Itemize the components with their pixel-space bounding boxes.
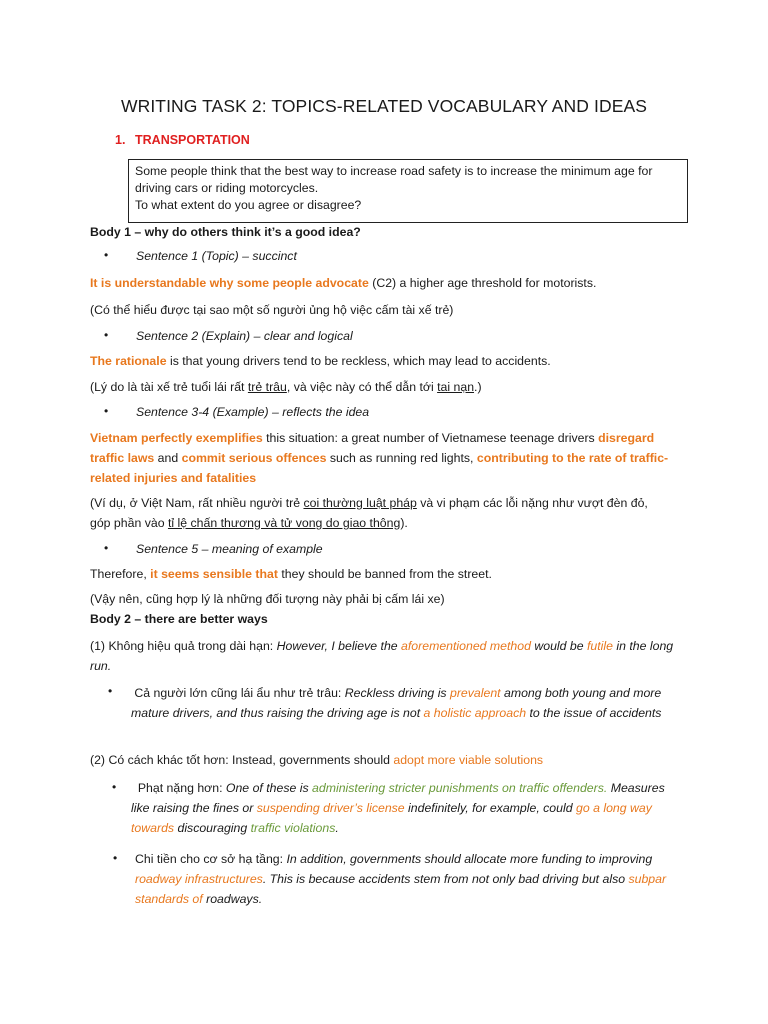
highlight-phrase: futile xyxy=(587,639,613,653)
sentence-label: Sentence 1 (Topic) – succinct xyxy=(136,249,297,263)
point-lead: Phạt nặng hơn: xyxy=(137,781,226,795)
sentence-label: Sentence 3-4 (Example) – reflects the idea xyxy=(136,405,370,419)
sentence-3-translation-cont xyxy=(90,513,680,533)
text: góp phần vào xyxy=(90,516,168,530)
point-text: among both young and more mature drivers, and thus raising the driving age is not xyxy=(131,686,662,720)
sentence-3 xyxy=(90,428,675,488)
point-text: . This is because accidents stem from not only bad driving but also xyxy=(262,872,629,886)
sentence-2-translation xyxy=(90,377,680,397)
body1-heading: Body 1 – why do others think it’s a good idea? xyxy=(90,225,361,239)
point-text: However, I believe the xyxy=(276,639,402,653)
sentence-3-translation xyxy=(90,493,680,513)
point-text: In addition, governments should allocate more funding to improving xyxy=(283,852,653,866)
point-2-detail-2 xyxy=(135,849,683,909)
highlight-phrase: traffic violations xyxy=(250,821,336,835)
section-heading xyxy=(115,133,250,147)
sentence-text: they should be banned from the street. xyxy=(277,567,492,581)
point-text: One of these is xyxy=(225,781,313,795)
highlight-phrase: go a long way towards xyxy=(131,801,652,835)
section-label: TRANSPORTATION xyxy=(135,133,250,147)
sentence-text: is that young drivers tend to be reckless, which may lead to accidents. xyxy=(166,354,551,368)
bullet-icon: • xyxy=(104,541,109,555)
bullet-icon: • xyxy=(104,248,109,262)
point-text: in the long run. xyxy=(90,639,674,673)
sentence-text: and xyxy=(154,451,182,465)
section-number: 1. xyxy=(115,133,126,147)
highlight-phrase: a holistic approach xyxy=(423,706,527,720)
point-text: Reckless driving is xyxy=(344,686,450,700)
text: .) xyxy=(474,380,482,394)
text: (Ví dụ, ở Việt Nam, rất nhiều người trẻ xyxy=(90,496,304,510)
highlight-phrase: contributing to the rate of traffic-related injuries and fatalities xyxy=(90,451,669,485)
point-lead: (1) Không hiệu quả trong dài hạn: xyxy=(90,639,277,653)
highlight-phrase: aforementioned method xyxy=(401,639,531,653)
sentence-text: Therefore, xyxy=(90,567,151,581)
point-2 xyxy=(90,750,680,770)
bullet-icon: • xyxy=(108,684,113,698)
text: , và việc này có thể dẫn tới xyxy=(286,380,438,394)
sentence-5-translation: (Vậy nên, cũng hợp lý là những đối tượng này phải bị cấm lái xe) xyxy=(90,592,445,606)
sentence-label: Sentence 2 (Explain) – clear and logical xyxy=(136,329,353,343)
point-lead: Cả người lớn cũng lái ẩu như trẻ trâu: xyxy=(134,686,345,700)
point-text: roadways. xyxy=(202,892,263,906)
sentence-1 xyxy=(90,273,680,293)
point-text: Instead, governments should xyxy=(232,753,394,767)
point-lead: Chi tiền cho cơ sở hạ tầng: xyxy=(135,852,284,866)
highlight-phrase: adopt more viable solutions xyxy=(393,753,544,767)
point-text: discouraging xyxy=(174,821,251,835)
point-2-detail-1 xyxy=(131,778,679,838)
highlight-phrase: Vietnam perfectly exemplifies xyxy=(90,431,263,445)
text: ). xyxy=(400,516,408,530)
point-text: Measures like raising the fines or xyxy=(131,781,665,815)
underlined-text: coi thường luật pháp xyxy=(303,496,417,510)
text: (Lý do là tài xế trẻ tuổi lái rất xyxy=(90,380,248,394)
sentence-text: (C2) a higher age threshold for motorists. xyxy=(368,276,597,290)
highlight-phrase: administering stricter punishments on traffic offenders. xyxy=(312,781,608,795)
point-text: would be xyxy=(530,639,587,653)
point-1 xyxy=(90,636,675,676)
sentence-label: Sentence 5 – meaning of example xyxy=(136,542,323,556)
point-text: to the issue of accidents xyxy=(526,706,662,720)
page-title: WRITING TASK 2: TOPICS-RELATED VOCABULARY AND IDEAS xyxy=(120,96,648,116)
highlight-phrase: suspending driver’s license xyxy=(256,801,405,815)
highlight-phrase: It is understandable why some people advocate xyxy=(90,276,369,290)
highlight-phrase: it seems sensible that xyxy=(150,567,278,581)
bullet-icon: • xyxy=(104,404,109,418)
highlight-phrase: roadway infrastructures xyxy=(135,872,263,886)
point-lead: (2) Có cách khác tốt hơn: xyxy=(90,753,233,767)
highlight-phrase: subpar standards of xyxy=(135,872,667,906)
bullet-icon: • xyxy=(112,780,117,794)
sentence-text: this situation: a great number of Vietnamese teenage drivers xyxy=(262,431,599,445)
point-text: indefinitely, for example, could xyxy=(404,801,576,815)
sentence-5 xyxy=(90,564,680,584)
point-text: . xyxy=(335,821,339,835)
bullet-icon: • xyxy=(104,328,109,342)
underlined-text: tai nạn xyxy=(437,380,475,394)
prompt-line: To what extent do you agree or disagree? xyxy=(135,198,362,212)
underlined-text: trẻ trâu xyxy=(247,380,287,394)
underlined-text: tỉ lệ chấn thương và tử vong do giao thông xyxy=(167,516,401,530)
essay-prompt-box xyxy=(128,159,688,223)
sentence-1-translation: (Có thể hiểu được tại sao một số người ủng hộ việc cấm tài xế trẻ) xyxy=(90,303,454,317)
body2-heading: Body 2 – there are better ways xyxy=(90,612,268,626)
bullet-icon: • xyxy=(113,851,118,865)
prompt-line: Some people think that the best way to increase road safety is to increase the minimum age for xyxy=(135,164,653,178)
prompt-line: driving cars or riding motorcycles. xyxy=(135,181,319,195)
highlight-phrase: commit serious offences xyxy=(181,451,327,465)
highlight-phrase: prevalent xyxy=(450,686,501,700)
sentence-2 xyxy=(90,351,680,371)
point-1-detail xyxy=(131,683,679,723)
text: và vi phạm các lỗi nặng như vượt đèn đỏ, xyxy=(416,496,648,510)
sentence-text: such as running red lights, xyxy=(326,451,477,465)
highlight-phrase: disregard traffic laws xyxy=(90,431,655,465)
highlight-phrase: The rationale xyxy=(90,354,167,368)
